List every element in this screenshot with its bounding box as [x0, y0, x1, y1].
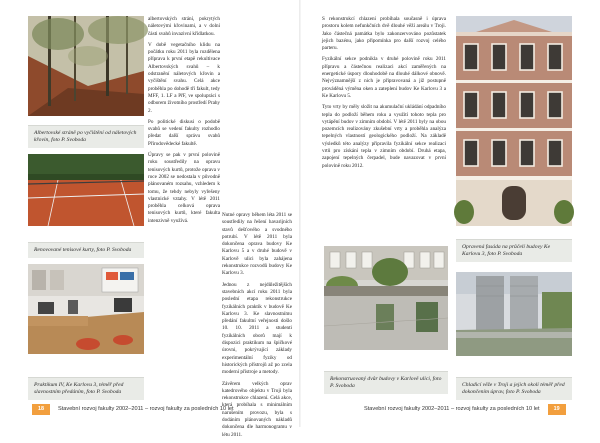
- figure-courtyard: [324, 246, 448, 394]
- figure-caption: Renovované tenisové kurty, foto P. Svoboda: [28, 242, 144, 258]
- right-footer: [364, 403, 574, 415]
- facade-photo: [456, 16, 572, 226]
- figure-tennis-courts: [28, 154, 144, 258]
- paragraph: Nutné opravy během léta 2011 se soustředily na řešení havarijních stavů dešťového a svodného potrubí. V létě 2011 byla dokončena oprava budovy Ke Karlovu 5 a v druhé budově v Karlově ulici byla zahájena rekonstrukce rozvodů budovy Ke Karlovu 3.: [222, 212, 292, 277]
- figure-albertov-slope: [28, 16, 144, 148]
- right-text-column: [322, 16, 446, 174]
- figure-physics-lab: [28, 264, 144, 400]
- paragraph: Fyzikální sekce podnikla v druhé polovině roku 2011 přípravu a částečnou realizaci akcí zaměřených na energetické úspory dlouhodobě na dlouhé dálkové obnově. Nejvýznamnější z nich je připravovaná a již postupně prováděná výměna oken a zateplení budov Ke Karlovu 3 a Ke Karlovu 5.: [322, 56, 446, 99]
- left-text-column: [148, 16, 220, 229]
- paragraph: albertovských strání, pokrytých náletovými křovinami, a v dolní části svahů invazivní křídlatkou.: [148, 16, 220, 37]
- tennis-court-photo: [28, 154, 144, 226]
- figure-caption: Rekonstruovaný dvůr budovy v Karlově ulici, foto P. Svoboda: [324, 371, 448, 394]
- paragraph: Po politické diskusi o podobě svahů se vedení fakulty rozhodlo předat další správu svahů Přírodovědecké fakultě.: [148, 118, 220, 147]
- figure-cooling-towers: [456, 272, 572, 400]
- left-page: [0, 0, 300, 438]
- right-page: [300, 0, 600, 427]
- courtyard-photo: [324, 246, 448, 350]
- paragraph: Jednou z nejdůležitějších stavebních akcí roku 2011 byla poslední etapa rekonstrukce fyzikálních praktik v budově Ke Karlovu 3. Ke slavnostnímu předání fakultní veřejnosti došlo 10. 10. 2011 a studenti fyzikálních oborů mají k dispozici praktikum na špičkové úrovni, pokrývající základy experimentální fyziky od historických přístrojů až po zcela moderní přístroje a metody.: [222, 281, 292, 376]
- paragraph: Tyto vrty by měly složit na akumulační ukládání odpadního tepla do podloží během roku a využití tohoto tepla pro vytápění budov v zimním období. V létě 2011 byly na obou pozemcích realizovány zkušební vrty a proběhla analýza tepelných vlastností geologického podloží. Na základě výsledků této analýzy připravila fyzikální sekce realizaci vrtů pro získání tepla v zimním období. Druhá etapa, zapojení tepelných čerpadel, bude navazovat v první polovině roku 2012.: [322, 104, 446, 169]
- running-title: Stavební rozvoj fakulty 2002–2011 – rozvoj fakulty za posledních 10 let: [58, 406, 234, 412]
- cooling-tower-photo: [456, 272, 572, 356]
- paragraph: S rekonstrukcí chlazení probíhala současně i úprava prostoru kolem nefunkčních dvě dlouhé věží areálu v Troji. Jako částečná památka bylo zakonzervováno pozůstatek jejich bazénu, jako připomínka pro další rozvoj celého parteru.: [322, 16, 446, 52]
- page-number: 18: [32, 404, 50, 415]
- slope-photo: [28, 16, 144, 116]
- figure-caption: Chladicí věže v Troji a jejich okolí téměř před dokončením úprav, foto P. Svoboda: [456, 377, 572, 400]
- page-number: 19: [548, 404, 566, 415]
- lab-photo: [28, 264, 144, 354]
- figure-caption: Albertovské stráně po vyčištění od náletových křovin, foto P. Svoboda: [28, 125, 144, 148]
- paragraph: V době vegetačního klidu na počátku roku 2011 byla rozdělena příprava k první etapě rekultivace Albertovských svahů – k odstranění náletových křovin a vyčištění svahu. Celá akce proběhla po dohodě tří fakult, tedy MFF, 1. LF a PřF, ve spolupráci s odborem životního prostředí Prahy 2.: [148, 41, 220, 114]
- running-title: Stavební rozvoj fakulty 2002–2011 – rozvoj fakulty za posledních 10 let: [364, 406, 540, 412]
- figure-facade: [456, 16, 572, 262]
- figure-caption: Opravená fasáda na průčelí budovy Ke Karlovu 3, foto P. Svoboda: [456, 239, 572, 262]
- paragraph: Závěrem velkých oprav katedrového objektu v Troji byla rekonstrukce chlazení. Celá akce, která probíhala s minimálním narušením provozu, byla s dodáním plánovaných nákladů dokončena dle harmonogramu v létu 2011.: [222, 380, 292, 438]
- paragraph: Úpravy se pak v první polovině roku soustředily na opravu tenisových kurtů, protože oprava v roce 2002 se nedostala v původně plánovaném rozsahu, vzhledem k tomu, že tehdy nebyly vyřešeny vlastnické vztahy. V létě 2011 proběhla celková oprava tenisových kurtů, které fakulta intenzivně využívá.: [148, 152, 220, 224]
- left-footer: [24, 403, 234, 415]
- figure-caption: Praktikum IV, Ke Karlovu 3, téměř před slavnostním předáním, foto P. Svoboda: [28, 377, 144, 400]
